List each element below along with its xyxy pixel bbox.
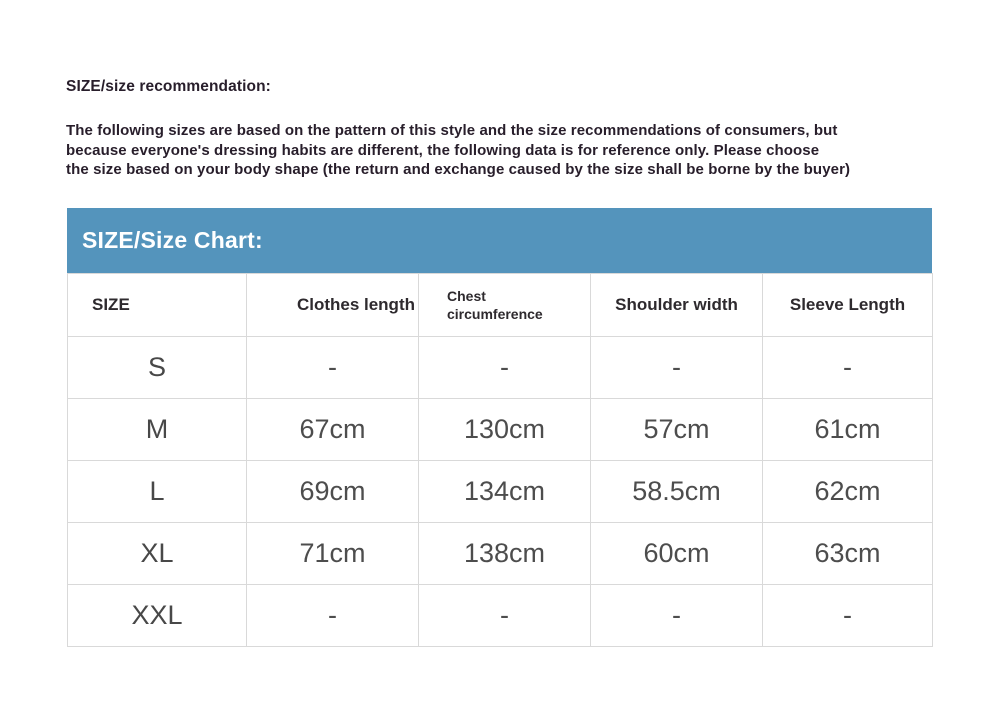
chest-circumference-cell: 130cm	[419, 399, 591, 461]
column-header-shoulder-width: Shoulder width	[591, 274, 763, 337]
clothes-length-cell: 71cm	[247, 523, 419, 585]
table-header-row	[68, 274, 933, 337]
paragraph-line: The following sizes are based on the pattern of this style and the size recommendations of consumers, but	[66, 122, 838, 139]
clothes-length-cell: -	[247, 585, 419, 647]
size-chart-header-bar	[67, 208, 932, 273]
sleeve-length-cell: 63cm	[763, 523, 933, 585]
sleeve-length-cell: -	[763, 337, 933, 399]
chest-circumference-cell: 138cm	[419, 523, 591, 585]
shoulder-width-cell: 57cm	[591, 399, 763, 461]
size-recommendation-paragraph	[66, 121, 850, 180]
chest-circumference-cell: -	[419, 337, 591, 399]
size-chart-title: SIZE/Size Chart:	[82, 227, 263, 253]
clothes-length-cell: -	[247, 337, 419, 399]
sleeve-length-cell: 61cm	[763, 399, 933, 461]
size-chart-table	[67, 273, 933, 647]
size-recommendation-heading: SIZE/size recommendation:	[66, 78, 271, 95]
chest-circumference-cell: -	[419, 585, 591, 647]
table-row	[68, 337, 933, 399]
size-cell: XL	[68, 523, 247, 585]
sleeve-length-cell: 62cm	[763, 461, 933, 523]
paragraph-line: the size based on your body shape (the return and exchange caused by the size shall be borne by the buyer)	[66, 161, 851, 178]
column-header-chest-circumference: Chest circumference	[419, 274, 591, 337]
column-header-size: SIZE	[68, 274, 247, 337]
size-cell: S	[68, 337, 247, 399]
size-cell: L	[68, 461, 247, 523]
clothes-length-cell: 69cm	[247, 461, 419, 523]
shoulder-width-cell: 58.5cm	[591, 461, 763, 523]
shoulder-width-cell: -	[591, 585, 763, 647]
shoulder-width-cell: -	[591, 337, 763, 399]
table-row	[68, 585, 933, 647]
chest-circumference-cell: 134cm	[419, 461, 591, 523]
paragraph-line: because everyone's dressing habits are different, the following data is for reference only. Please choose	[66, 141, 820, 159]
table-row	[68, 523, 933, 585]
clothes-length-cell: 67cm	[247, 399, 419, 461]
table-row	[68, 461, 933, 523]
shoulder-width-cell: 60cm	[591, 523, 763, 585]
table-row	[68, 399, 933, 461]
size-cell: XXL	[68, 585, 247, 647]
sleeve-length-cell: -	[763, 585, 933, 647]
size-cell: M	[68, 399, 247, 461]
column-header-clothes-length: Clothes length	[247, 274, 419, 337]
column-header-sleeve-length: Sleeve Length	[763, 274, 933, 337]
